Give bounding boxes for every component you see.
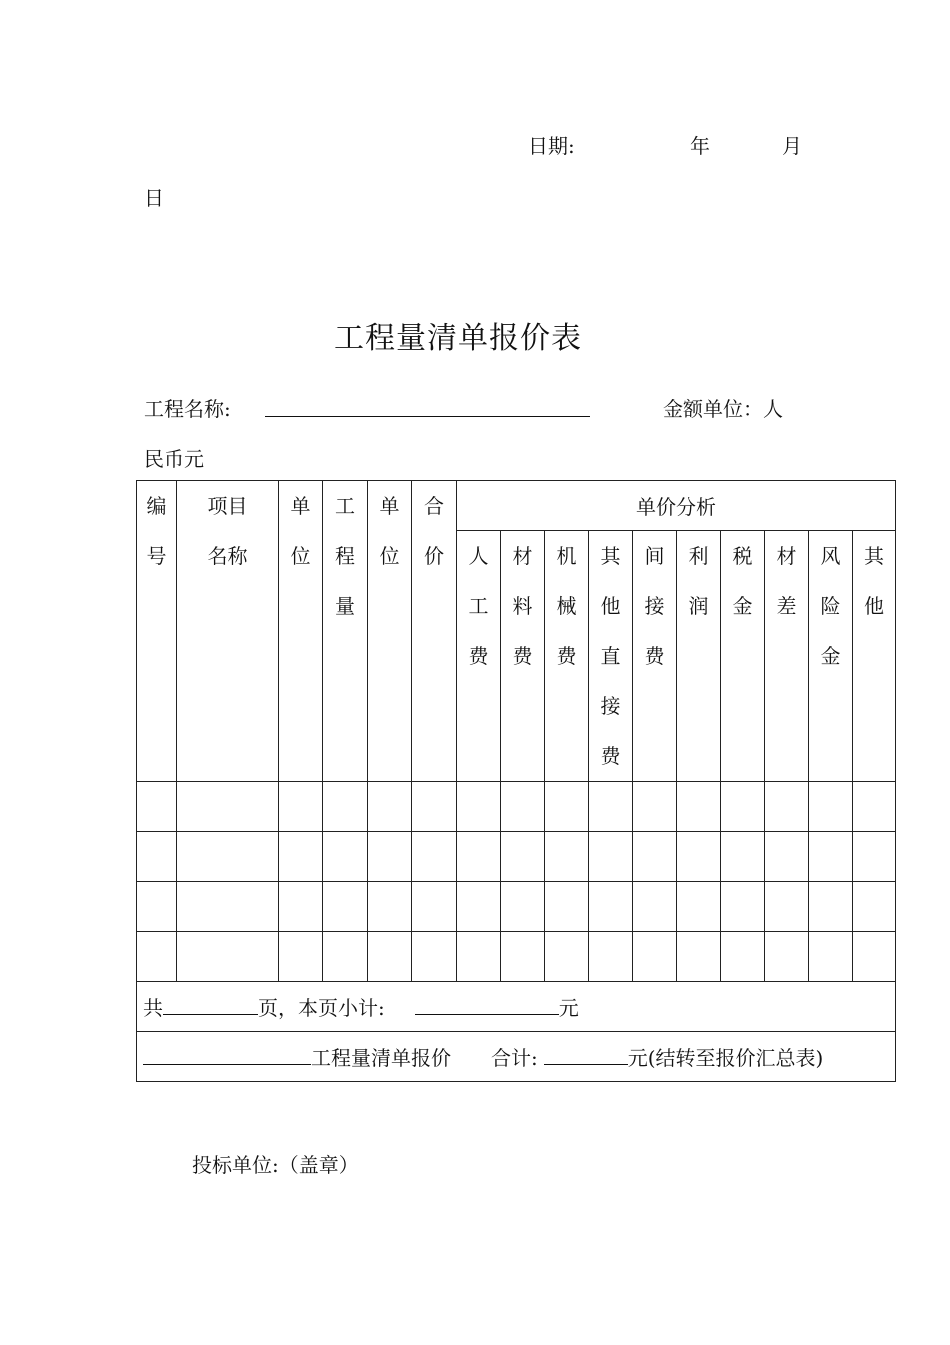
table-cell[interactable] [368,882,412,932]
table-cell[interactable] [677,782,721,832]
footer-total-pages-prefix: 共 [143,996,163,1020]
table-cell[interactable] [177,832,279,882]
table-cell[interactable] [279,932,323,982]
table-cell[interactable] [809,882,853,932]
table-cell[interactable] [633,782,677,832]
project-name-field[interactable] [265,396,590,417]
currency-unit-label: 金额单位：人 [663,397,783,421]
analysis-col-header: 风 险 金 [809,531,853,782]
table-cell[interactable] [457,882,501,932]
table-cell[interactable] [137,932,177,982]
table-cell[interactable] [177,882,279,932]
table-cell[interactable] [177,782,279,832]
table-cell[interactable] [279,782,323,832]
analysis-col-header: 机 械 费 [545,531,589,782]
table-cell[interactable] [545,932,589,982]
footer-quote-label: 工程量清单报价 [311,1046,451,1070]
col-header-analysis: 单价分析 [457,481,896,531]
subtotal-field[interactable] [415,993,559,1015]
bidder-label: 投标单位:（盖章） [192,1153,359,1177]
table-cell[interactable] [765,882,809,932]
table-cell[interactable] [137,832,177,882]
table-cell[interactable] [721,932,765,982]
table-cell[interactable] [765,832,809,882]
date-label: 日期: [528,134,575,158]
col-header-quantity: 工 程 量 [323,481,368,782]
table-cell[interactable] [323,932,368,982]
footer-total-note: 元(结转至报价汇总表) [627,1046,824,1070]
table-cell[interactable] [677,832,721,882]
analysis-col-header: 材 差 [765,531,809,782]
analysis-col-header: 人 工 费 [457,531,501,782]
table-cell[interactable] [853,932,896,982]
table-cell[interactable] [545,832,589,882]
table-cell[interactable] [765,782,809,832]
analysis-col-header: 其 他 [853,531,896,782]
footer-total-label: 合计: [491,1046,538,1070]
col-header-unit-price: 单 位 [368,481,412,782]
table-cell[interactable] [809,782,853,832]
analysis-col-header: 其 他 直 接 费 [589,531,633,782]
table-cell[interactable] [412,782,457,832]
table-cell[interactable] [501,832,545,882]
table-cell[interactable] [368,932,412,982]
table-cell[interactable] [457,832,501,882]
table-cell[interactable] [633,832,677,882]
table-cell[interactable] [545,882,589,932]
footer-grand-total-row [137,1032,896,1082]
table-row [137,782,896,832]
project-blank-field[interactable] [143,1043,311,1065]
table-cell[interactable] [853,782,896,832]
table-cell[interactable] [457,932,501,982]
table-cell[interactable] [412,832,457,882]
table-cell[interactable] [853,882,896,932]
footer-subtotal-label: 页，本页小计: [258,996,385,1020]
table-cell[interactable] [323,832,368,882]
grand-total-field[interactable] [544,1043,628,1065]
table-cell[interactable] [368,832,412,882]
date-year: 年 [690,134,710,158]
currency-unit-cont: 民币元 [144,447,204,471]
table-cell[interactable] [412,882,457,932]
date-day: 日 [144,186,164,210]
table-cell[interactable] [809,832,853,882]
page-count-field[interactable] [163,993,258,1015]
table-cell[interactable] [809,932,853,982]
table-cell[interactable] [279,882,323,932]
table-cell[interactable] [545,782,589,832]
table-cell[interactable] [677,932,721,982]
date-month: 月 [782,134,802,158]
footer-subtotal-row [137,982,896,1032]
col-header-total: 合 价 [412,481,457,782]
table-cell[interactable] [721,782,765,832]
table-cell[interactable] [633,932,677,982]
table-cell[interactable] [589,782,633,832]
table-cell[interactable] [633,882,677,932]
table-cell[interactable] [721,832,765,882]
col-header-item: 项目 名称 [177,481,279,782]
table-cell[interactable] [323,782,368,832]
table-cell[interactable] [721,882,765,932]
footer-subtotal-unit: 元 [558,996,579,1020]
table-cell[interactable] [137,882,177,932]
table-cell[interactable] [412,932,457,982]
table-cell[interactable] [853,832,896,882]
table-cell[interactable] [765,932,809,982]
table-row [137,832,896,882]
table-cell[interactable] [457,782,501,832]
table-cell[interactable] [279,832,323,882]
analysis-col-header: 材 料 费 [501,531,545,782]
table-cell[interactable] [501,882,545,932]
table-cell[interactable] [323,882,368,932]
table-cell[interactable] [589,932,633,982]
quote-table [136,480,896,1082]
table-cell[interactable] [137,782,177,832]
analysis-col-header: 间 接 费 [633,531,677,782]
table-cell[interactable] [501,782,545,832]
col-header-no: 编 号 [137,481,177,782]
table-cell[interactable] [677,882,721,932]
table-cell[interactable] [589,882,633,932]
table-row [137,932,896,982]
table-cell[interactable] [368,782,412,832]
table-cell[interactable] [177,932,279,982]
table-cell[interactable] [589,832,633,882]
analysis-col-header: 利 润 [677,531,721,782]
project-name-label: 工程名称: [144,397,231,421]
analysis-col-header: 税 金 [721,531,765,782]
page-title: 工程量清单报价表 [334,321,582,356]
col-header-unit: 单 位 [279,481,323,782]
table-row [137,882,896,932]
table-cell[interactable] [501,932,545,982]
